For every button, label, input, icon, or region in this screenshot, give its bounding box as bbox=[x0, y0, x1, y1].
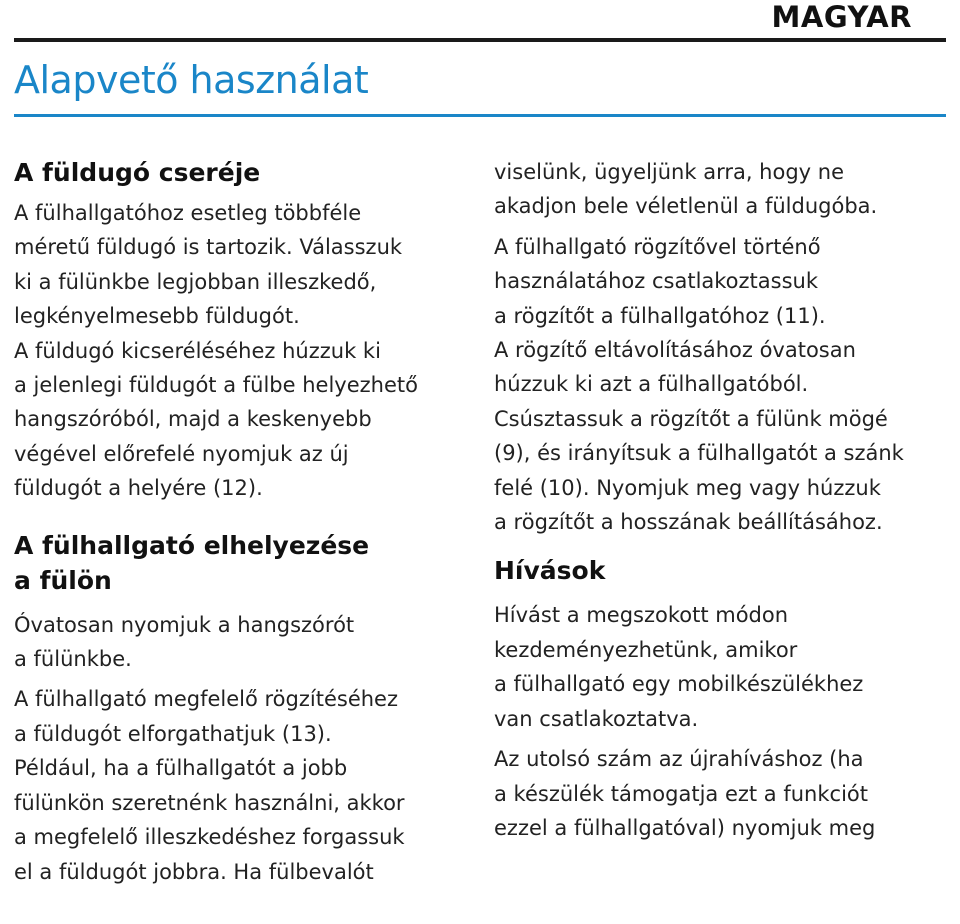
paragraph-earplug-replace: A füldugó kicseréléséhez húzzuk ki a jelenlegi füldugót a fülbe helyezhető hangszóróból, majd a keskenyebb végével előrefelé nyomjuk az új füldugót a helyére (12). bbox=[14, 338, 418, 501]
top-divider bbox=[14, 38, 946, 42]
section-heading-placement: A fülhallgató elhelyezése a fülön bbox=[14, 530, 370, 595]
paragraph-placement-push: Óvatosan nyomjuk a hangszórót a fülünkbe. bbox=[14, 612, 355, 672]
paragraph-calls-make: Hívást a megszokott módon kezdeményezhetünk, amikor a fülhallgató egy mobilkészülékhez van csatlakoztatva. bbox=[494, 603, 864, 731]
paragraph-earplug-sizes: A fülhallgatóhoz esetleg többféle méretű füldugó is tartozik. Válasszuk ki a fülünkbe legjobban illeszkedő, legkényelmesebb füldugót. bbox=[14, 201, 403, 329]
paragraph-earring-note: viselünk, ügyeljünk arra, hogy ne akadjon bele véletlenül a füldugóba. bbox=[494, 160, 878, 219]
paragraph-holder-usage: A fülhallgató rögzítővel történő használatához csatlakoztassuk a rögzítőt a fülhallgatóhoz (11). A rögzítő eltávolításához óvatosan húzzuk ki azt a fülhallgatóból. Csúsztassuk a rögzítőt a fülünk mögé (9), és irányítsuk a fülhallgatót a szánk felé (10). Nyomjuk meg vagy húzzuk a rögzítőt a hosszának beállításához. bbox=[494, 234, 904, 535]
title-divider bbox=[14, 114, 946, 117]
language-label: MAGYAR bbox=[771, 0, 912, 34]
section-heading-calls: Hívások bbox=[494, 556, 606, 586]
right-column bbox=[494, 155, 954, 845]
paragraph-calls-redial: Az utolsó szám az újrahíváshoz (ha a készülék támogatja ezt a funkciót ezzel a fülhallgatóval) nyomjuk meg bbox=[494, 747, 876, 840]
page-title: Alapvető használat bbox=[14, 58, 369, 102]
left-column bbox=[14, 155, 474, 889]
section-heading-earplug: A füldugó cseréje bbox=[14, 158, 261, 187]
paragraph-placement-rotate: A fülhallgató megfelelő rögzítéséhez a füldugót elforgathatjuk (13). Például, ha a fülhallgatót a jobb fülünkön szeretnénk használni, akkor a megfelelő illeszkedéshez forgassuk el a füldugót jobbra. Ha fülbevalót bbox=[14, 687, 405, 884]
